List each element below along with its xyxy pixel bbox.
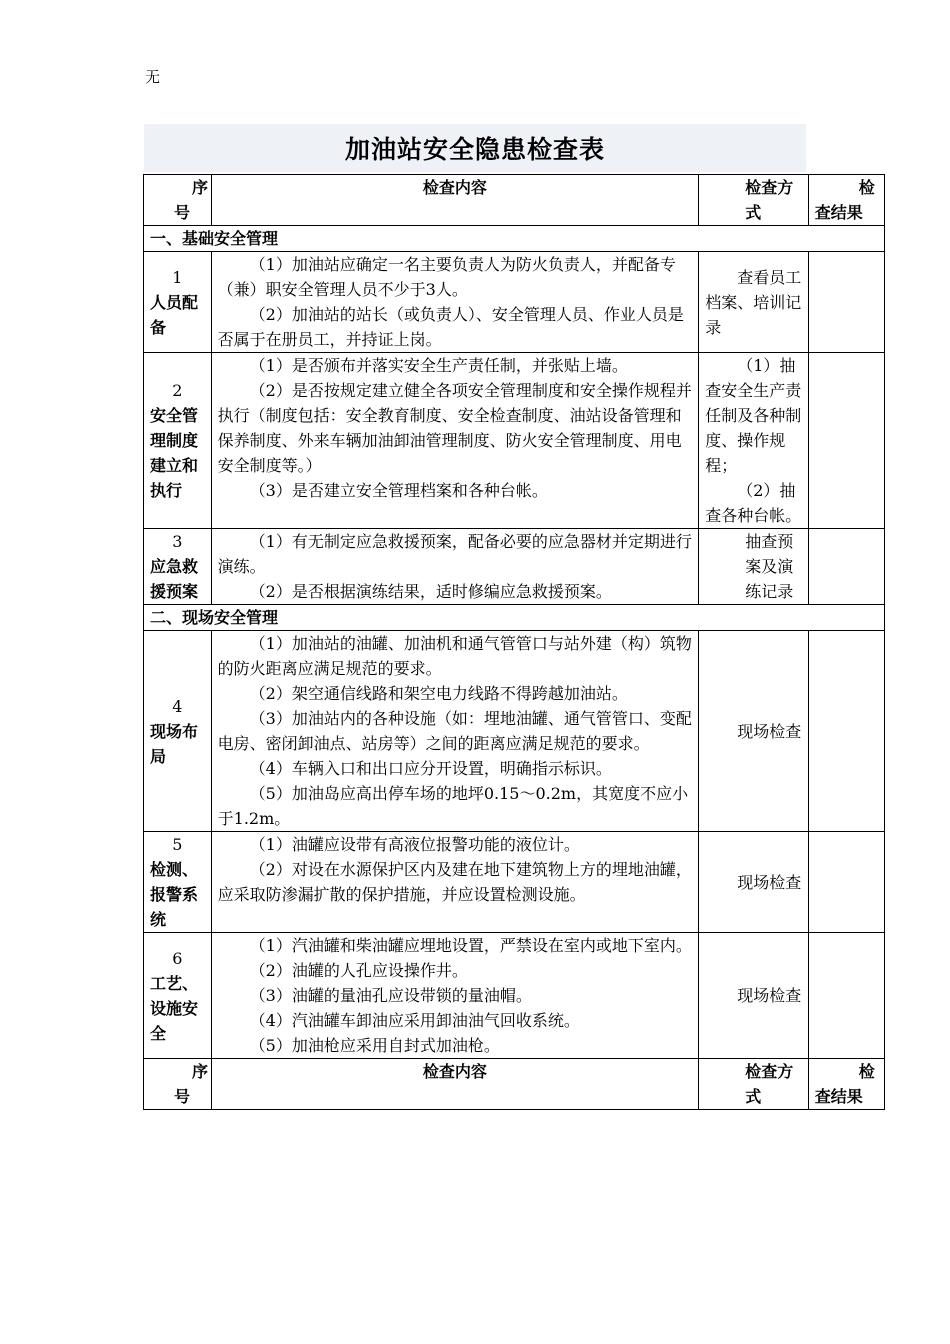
item-number: 4 [172, 696, 183, 716]
table-row [144, 252, 885, 353]
header-method: 检查方 式 [699, 175, 809, 226]
content-paragraph: （2）是否根据演练结果，适时修编应急救援预案。 [249, 582, 612, 601]
content-paragraph: （1）加油站应确定一名主要负责人为防火负责人，并配备专（兼）职安全管理人员不少于3人。 [217, 255, 676, 299]
section-basic-safety: 一、基础安全管理 [144, 226, 885, 252]
method-text: （1）抽查安全生产责任制及各种制度、操作规程； [705, 356, 802, 475]
header-result: 检 查结果 [808, 175, 884, 226]
section-site-safety: 二、现场安全管理 [144, 605, 885, 631]
item-method [699, 933, 809, 1059]
item-number-cell [144, 832, 212, 933]
item-number: 3 [172, 532, 183, 551]
item-number-cell [144, 252, 212, 353]
content-paragraph: （3）油罐的量油孔应设带锁的量油帽。 [249, 986, 532, 1005]
item-name: 人员配备 [150, 292, 199, 337]
content-paragraph: （5）加油岛应高出停车场的地坪0.15～0.2m，其宽度不应小于1.2m。 [217, 784, 689, 828]
content-paragraph: （2）对设在水源保护区内及建在地下建筑物上方的埋地油罐，应采取防渗漏扩散的保护措施，并应设置检测设施。 [217, 860, 692, 904]
header-result: 检 查结果 [808, 1059, 884, 1110]
content-paragraph: （2）加油站的站长（或负责人）、安全管理人员、作业人员是否属于在册员工，并持证上岗。 [217, 305, 684, 349]
content-paragraph: （2）是否按规定建立健全各项安全管理制度和安全操作规程并执行（制度包括：安全教育制度、安全检查制度、油站设备管理和保养制度、外来车辆加油卸油管理制度、防火安全管理制度、用电安全制度等。） [217, 381, 692, 475]
item-number-cell [144, 933, 212, 1059]
content-paragraph: （2）油罐的人孔应设操作井。 [249, 961, 468, 980]
inspection-table [143, 174, 885, 1110]
item-number: 2 [172, 381, 183, 400]
content-paragraph: （1）汽油罐和柴油罐应埋地设置，严禁设在室内或地下室内。 [249, 936, 692, 955]
content-paragraph: （5）加油枪应采用自封式加油枪。 [249, 1036, 500, 1055]
method-text: 查看员工档案、培训记录 [705, 267, 802, 337]
content-paragraph: （1）油罐应设带有高液位报警功能的液位计。 [249, 835, 580, 854]
item-name: 现场布局 [150, 721, 199, 766]
item-number-cell [144, 529, 212, 605]
corner-mark: 无 [145, 68, 161, 86]
header-content: 检查内容 [211, 1059, 699, 1110]
section-row [144, 605, 885, 631]
item-number-cell [144, 353, 212, 529]
header-row-repeat [144, 1059, 885, 1110]
item-name: 工艺、设施安全 [150, 973, 199, 1043]
section-row [144, 226, 885, 252]
item-content [211, 631, 699, 832]
table-row [144, 529, 885, 605]
item-result [808, 529, 884, 605]
item-result [808, 832, 884, 933]
content-paragraph: （3）加油站内的各种设施（如：埋地油罐、通气管管口、变配电房、密闭卸油点、站房等）之间的距离应满足规范的要求。 [217, 709, 692, 753]
item-content [211, 529, 699, 605]
item-content [211, 353, 699, 529]
item-content [211, 933, 699, 1059]
header-seq: 序 号 [144, 1059, 212, 1110]
item-method [699, 832, 809, 933]
item-result [808, 933, 884, 1059]
header-method: 检查方 式 [699, 1059, 809, 1110]
content-paragraph: （1）是否颁布并落实安全生产责任制，并张贴上墙。 [249, 356, 628, 375]
page-title: 加油站安全隐患检查表 [344, 135, 605, 164]
item-method [699, 529, 809, 605]
content-paragraph: （1）有无制定应急救援预案，配备必要的应急器材并定期进行演练。 [217, 532, 692, 576]
header-row [144, 175, 885, 226]
content-paragraph: （1）加油站的油罐、加油机和通气管管口与站外建（构）筑物的防火距离应满足规范的要求。 [217, 634, 692, 678]
item-result [808, 353, 884, 529]
method-text: （2）抽查各种台帐。 [705, 481, 802, 525]
table-row [144, 353, 885, 529]
method-text: 现场检查 [737, 721, 802, 741]
item-content [211, 252, 699, 353]
item-result [808, 252, 884, 353]
content-paragraph: （3）是否建立安全管理档案和各种台帐。 [249, 481, 548, 500]
method-text: 现场检查 [737, 986, 802, 1005]
item-number: 5 [172, 835, 183, 854]
header-seq: 序 号 [144, 175, 212, 226]
title-band [144, 124, 806, 172]
item-content [211, 832, 699, 933]
content-paragraph: （4）车辆入口和出口应分开设置，明确指示标识。 [249, 759, 612, 778]
item-method [699, 252, 809, 353]
item-number: 6 [172, 948, 183, 968]
header-content: 检查内容 [211, 175, 699, 226]
table-row [144, 933, 885, 1059]
table-row [144, 832, 885, 933]
item-name: 应急救援预案 [150, 557, 199, 601]
item-name: 检测、报警系统 [150, 860, 199, 929]
content-paragraph: （4）汽油罐车卸油应采用卸油油气回收系统。 [249, 1011, 580, 1030]
item-method [699, 631, 809, 832]
item-number: 1 [172, 267, 183, 287]
item-result [808, 631, 884, 832]
item-method [699, 353, 809, 529]
method-text: 现场检查 [737, 872, 802, 892]
content-paragraph: （2）架空通信线路和架空电力线路不得跨越加油站。 [249, 684, 628, 703]
table-row [144, 631, 885, 832]
item-name: 安全管理制度建立和执行 [150, 406, 199, 500]
item-number-cell [144, 631, 212, 832]
method-text: 抽查预案及演练记录 [745, 532, 794, 601]
